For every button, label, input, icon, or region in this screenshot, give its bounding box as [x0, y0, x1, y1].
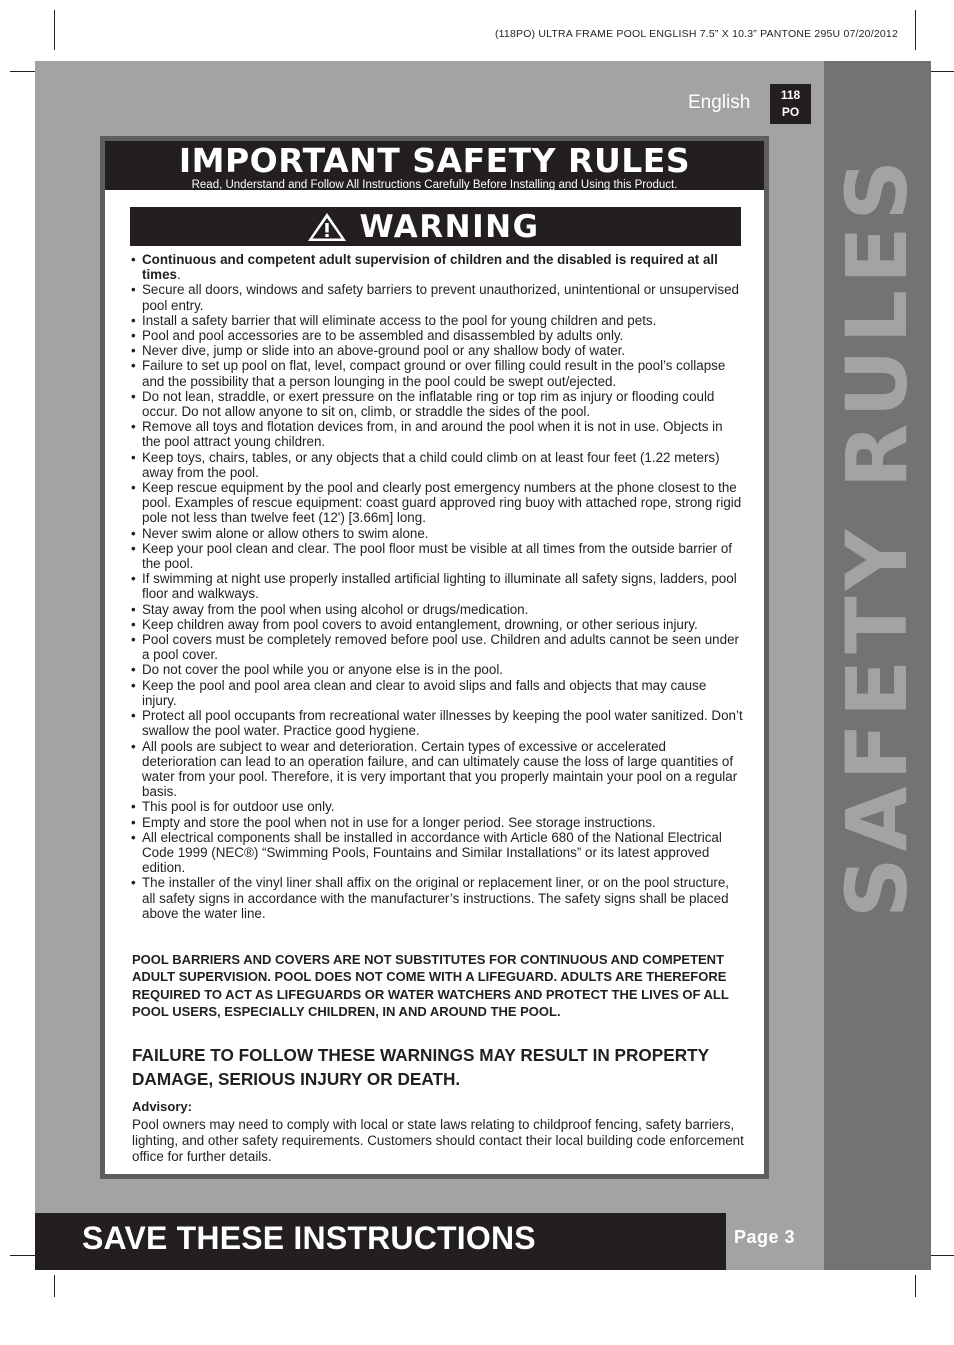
model-code-number: 118 — [780, 88, 801, 102]
rule-text: Failure to set up pool on flat, level, compact ground or over filling could result in the pool’s collapse and the possibility that a person lounging in the pool could be swept out/ejected. — [142, 358, 726, 389]
warning-label: WARNING — [359, 208, 540, 245]
crop-mark — [915, 1275, 916, 1297]
supervision-notice: POOL BARRIERS AND COVERS ARE NOT SUBSTITUTES FOR CONTINUOUS AND COMPETENT ADULT SUPERVISION. POOL DOES NOT COME WITH A LIFEGUARD. ADULTS ARE THEREFORE REQUIRED TO ACT AS LIFEGUARDS OR WATER WATCHERS AND PROTECT THE LIVES OF ALL POOL USERS, ESPECIALLY CHILDREN, IN AND AROUND THE POOL. — [132, 952, 729, 1019]
rule-text: Keep toys, chairs, tables, or any objects that a child could climb on at least four feet (1.22 meters) away from the pool. — [142, 449, 720, 480]
rule-text: . — [176, 267, 181, 283]
rule-text: Secure all doors, windows and safety barriers to prevent unauthorized, unintentional or unsupervised pool entry. — [142, 282, 739, 313]
rule-text: Keep the pool and pool area clean and clear to avoid slips and falls and objects that may cause injury. — [142, 677, 707, 708]
list-item — [131, 389, 743, 419]
list-item — [131, 419, 743, 449]
rule-text: Never swim alone or allow others to swim alone. — [142, 525, 429, 541]
rule-text: Keep your pool clean and clear. The pool floor must be visible at all times from the outside barrier of the pool. — [142, 540, 732, 572]
rule-text: Pool and pool accessories are to be assembled and disassembled by adults only. — [142, 328, 624, 344]
list-item — [131, 875, 743, 921]
list-item — [131, 526, 743, 541]
list-item — [131, 313, 743, 328]
rule-text: Pool covers must be completely removed before pool use. Children and adults cannot be seen under a pool cover. — [142, 632, 739, 663]
printer-slug: (118PO) ULTRA FRAME POOL ENGLISH 7.5” X 10.3” PANTONE 295U 07/20/2012 — [494, 28, 898, 40]
list-item — [131, 282, 743, 312]
list-item — [131, 480, 743, 526]
safety-rules-list — [131, 252, 743, 921]
list-item — [131, 343, 743, 358]
side-band — [824, 61, 931, 1270]
rule-text: The installer of the vinyl liner shall affix on the original or replacement liner, or on the pool structure, all safety signs in accordance with the manufacturer’s instructions. The safety signs shall be placed above the water line. — [142, 875, 730, 921]
model-code-suffix: PO — [781, 105, 800, 119]
model-code-box — [770, 84, 811, 124]
safety-rules-card — [100, 136, 769, 1179]
rule-text: All pools are subject to wear and deterioration. Certain types of excessive or accelerated deterioration can lead to an operation failure, and can ultimately cause the loss of large quantities of water from your pool. Therefore, it is very important that you properly maintain your pool on a regular basis. — [142, 738, 738, 800]
language-label: English — [688, 92, 751, 113]
rule-text: Keep children away from pool covers to avoid entanglement, drowning, or other serious injury. — [142, 616, 698, 632]
rule-text: Empty and store the pool when not in use for a longer period. See storage instructions. — [142, 814, 656, 830]
page-subtitle: Read, Understand and Follow All Instructions Carefully Before Installing and Using this Product. — [191, 179, 678, 191]
advisory-body: Pool owners may need to comply with local or state laws relating to childproof fencing, safety barriers, lighting, and other safety requirements. Customers should contact their local building code enforcement office for further details. — [132, 1117, 744, 1164]
rule-text: Keep rescue equipment by the pool and clearly post emergency numbers at the phone closest to the pool. Examples of rescue equipment: coast guard approved ring buoy with attached rope, strong rigid pole not less than twelve feet (12') [3.66m] long. — [142, 480, 742, 526]
warning-triangle-icon — [307, 212, 347, 242]
footer-title: SAVE THESE INSTRUCTIONS — [82, 1220, 536, 1256]
list-item — [131, 830, 743, 876]
list-item — [131, 815, 743, 830]
rule-text: If swimming at night use properly installed artificial lighting to illuminate all safety signs, ladders, pool floor and walkways. — [142, 571, 737, 602]
list-item — [131, 358, 743, 388]
list-item — [131, 602, 743, 617]
list-item — [131, 541, 743, 571]
list-item — [131, 662, 743, 677]
list-item — [131, 450, 743, 480]
footer-bar — [35, 1213, 726, 1270]
list-item — [131, 739, 743, 800]
list-item — [131, 252, 743, 282]
rule-text: Do not lean, straddle, or exert pressure on the inflatable ring or top rim as injury or flooding could occur. Do not allow anyone to sit on, climb, or straddle the sides of the pool. — [142, 388, 715, 420]
rule-text: Protect all pool occupants from recreational water illnesses by keeping the pool water sanitized. Don’t swallow the pool water. Practice good hygiene. — [142, 708, 743, 739]
side-title: SAFETY RULES — [828, 154, 926, 918]
list-item — [131, 617, 743, 632]
list-item — [131, 632, 743, 662]
header-bar — [105, 141, 764, 190]
page-number: Page 3 — [734, 1227, 796, 1247]
list-item — [131, 678, 743, 708]
failure-notice: FAILURE TO FOLLOW THESE WARNINGS MAY RESULT IN PROPERTY DAMAGE, SERIOUS INJURY OR DEATH. — [132, 1045, 709, 1089]
rule-text: Never dive, jump or slide into an above-ground pool or any shallow body of water. — [142, 343, 626, 359]
list-item — [131, 571, 743, 601]
rule-text: Do not cover the pool while you or anyone else is in the pool. — [142, 662, 504, 678]
crop-mark — [915, 10, 916, 50]
page-title: IMPORTANT SAFETY RULES — [178, 141, 691, 180]
rule-text: Remove all toys and flotation devices from, in and around the pool when it is not in use. Objects in the pool attract young children. — [142, 419, 723, 450]
advisory-title: Advisory: — [132, 1099, 192, 1114]
crop-mark — [54, 1275, 55, 1297]
rule-text: This pool is for outdoor use only. — [142, 799, 335, 815]
warning-banner — [130, 207, 741, 246]
rule-text: All electrical components shall be installed in accordance with Article 680 of the National Electrical Code 1999 (NEC®) “Swimming Pools, Fountains and Similar Installations” or its latest approved edition. — [142, 829, 722, 876]
list-item — [131, 328, 743, 343]
crop-mark — [54, 10, 55, 50]
list-item — [131, 799, 743, 814]
list-item — [131, 708, 743, 738]
rule-text: Stay away from the pool when using alcohol or drugs/medication. — [142, 601, 529, 617]
rule-emphasis: Continuous and competent adult supervision of children and the disabled is required at all times — [142, 252, 718, 283]
rule-text: Install a safety barrier that will eliminate access to the pool for young children and pets. — [142, 312, 657, 328]
